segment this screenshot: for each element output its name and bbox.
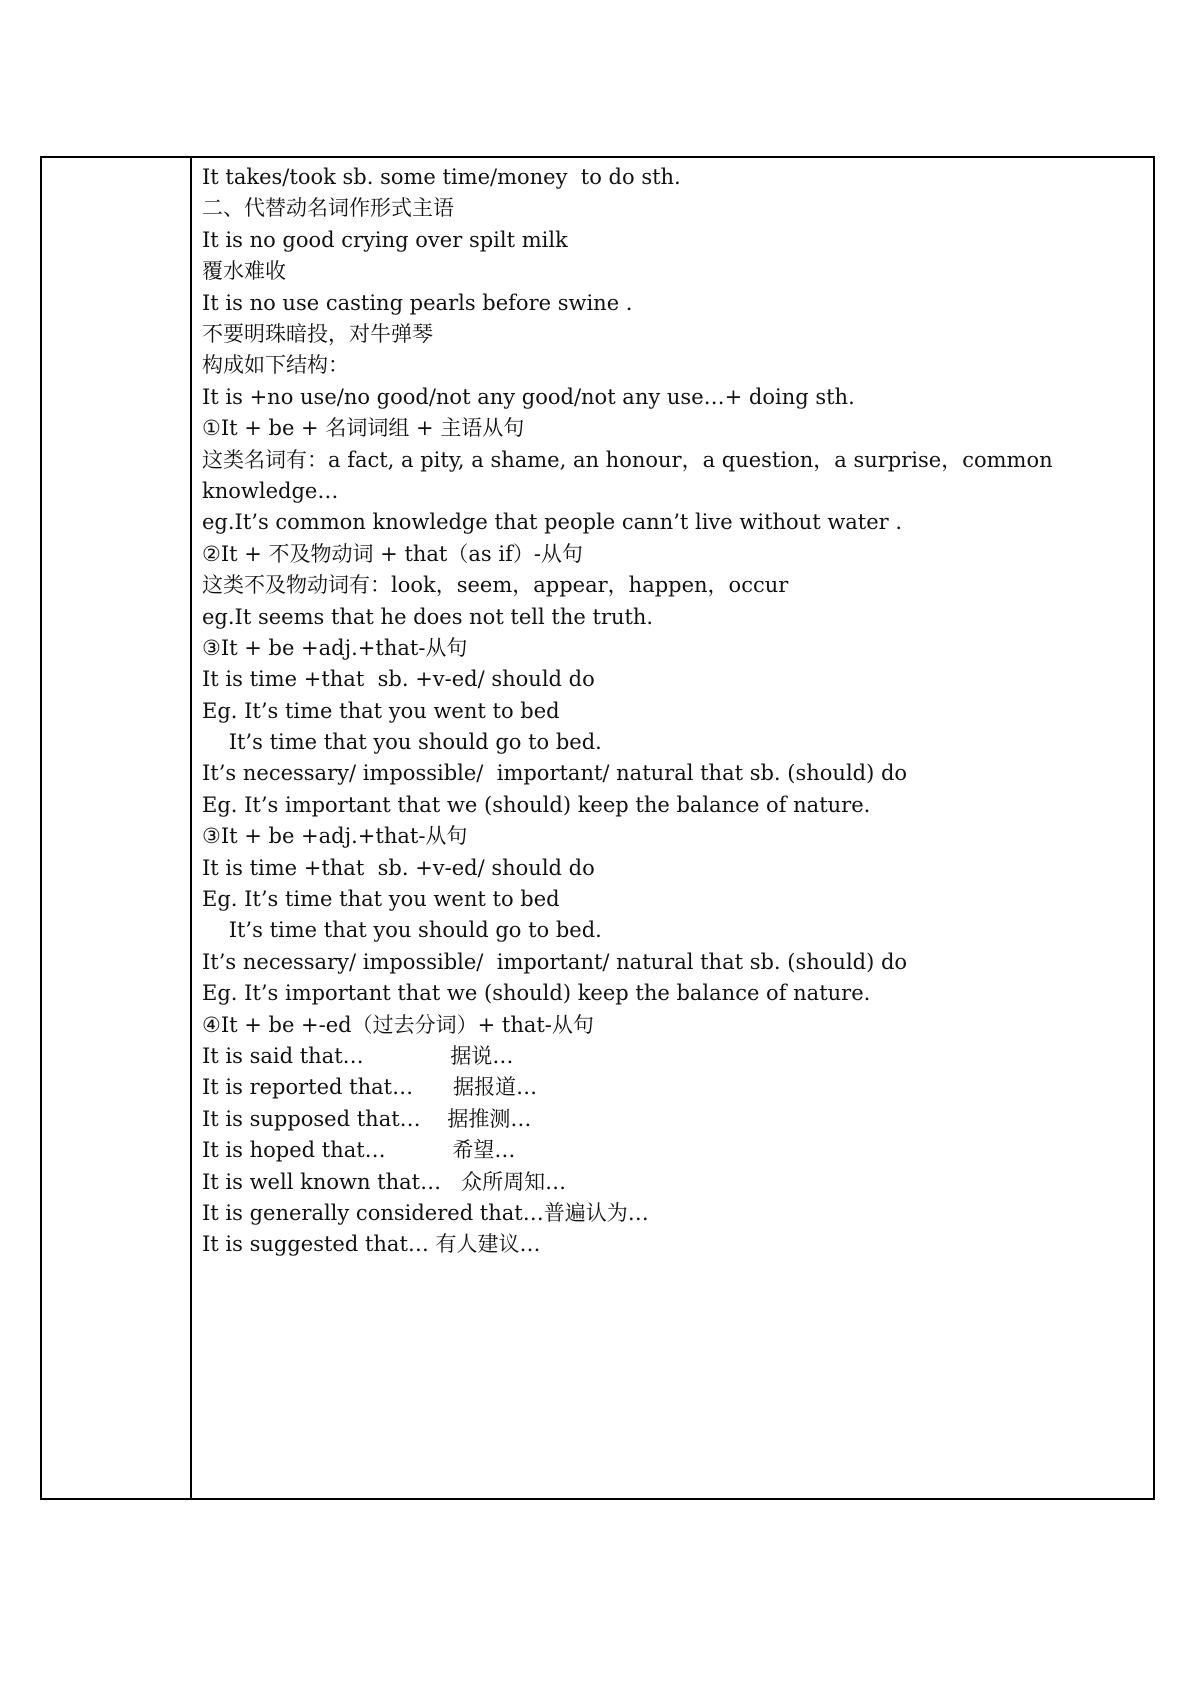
section-heading: 二、代替动名词作形式主语 (202, 196, 454, 221)
structure-heading: ③It + be +adj.+that-从句 (202, 635, 468, 660)
example-line: Eg. It’s important that we (should) keep the balance of nature. (202, 792, 871, 817)
phrase-line: It is reported that… 据报道… (202, 1075, 538, 1100)
example-line: Eg. It’s time that you went to bed (202, 698, 560, 723)
text-line: 这类名词有：a fact, a pity, a shame, an honour，a question，a surprise，common knowledge… (202, 447, 1053, 503)
text-line: It is no use casting pearls before swine . (202, 290, 633, 315)
structure-heading: ②It + 不及物动词 + that（as if）-从句 (202, 541, 583, 566)
phrase-line: It is well known that… 众所周知… (202, 1169, 567, 1194)
text-line: 覆水难收 (202, 259, 286, 284)
example-line: It’s time that you should go to bed. (202, 918, 602, 943)
example-line: It’s time that you should go to bed. (202, 730, 602, 755)
text-line: 不要明珠暗投，对牛弹琴 (202, 321, 433, 346)
example-line: eg.It seems that he does not tell the truth. (202, 604, 654, 629)
left-column (42, 158, 192, 1498)
content-column (192, 158, 1153, 1498)
text-line: It is +no use/no good/not any good/not any use…+ doing sth. (202, 384, 855, 409)
text-line: It is time +that sb. +v-ed/ should do (202, 667, 595, 692)
lesson-table (40, 156, 1155, 1500)
structure-heading: ③It + be +adj.+that-从句 (202, 824, 468, 849)
phrase-line: It is generally considered that…普遍认为… (202, 1200, 649, 1225)
structure-heading: ④It + be +-ed（过去分词）+ that-从句 (202, 1012, 594, 1037)
text-line: 构成如下结构： (202, 353, 349, 378)
phrase-line: It is said that… 据说… (202, 1043, 514, 1068)
text-line: It’s necessary/ impossible/ important/ natural that sb. (should) do (202, 761, 908, 786)
phrase-line: It is hoped that… 希望… (202, 1138, 516, 1163)
text-line: It’s necessary/ impossible/ important/ natural that sb. (should) do (202, 949, 908, 974)
example-line: eg.It’s common knowledge that people cann’t live without water . (202, 510, 903, 535)
example-line: Eg. It’s important that we (should) keep the balance of nature. (202, 981, 871, 1006)
phrase-line: It is suggested that… 有人建议… (202, 1232, 541, 1257)
text-line: It is no good crying over spilt milk (202, 227, 568, 252)
structure-heading: ①It + be + 名词词组 + 主语从句 (202, 416, 525, 441)
text-line: 这类不及物动词有：look，seem，appear，happen，occur (202, 573, 789, 598)
text-line: It is time +that sb. +v-ed/ should do (202, 855, 595, 880)
example-line: Eg. It’s time that you went to bed (202, 887, 560, 912)
text-line: It takes/took sb. some time/money to do sth. (202, 165, 681, 189)
phrase-line: It is supposed that… 据推测… (202, 1106, 532, 1131)
